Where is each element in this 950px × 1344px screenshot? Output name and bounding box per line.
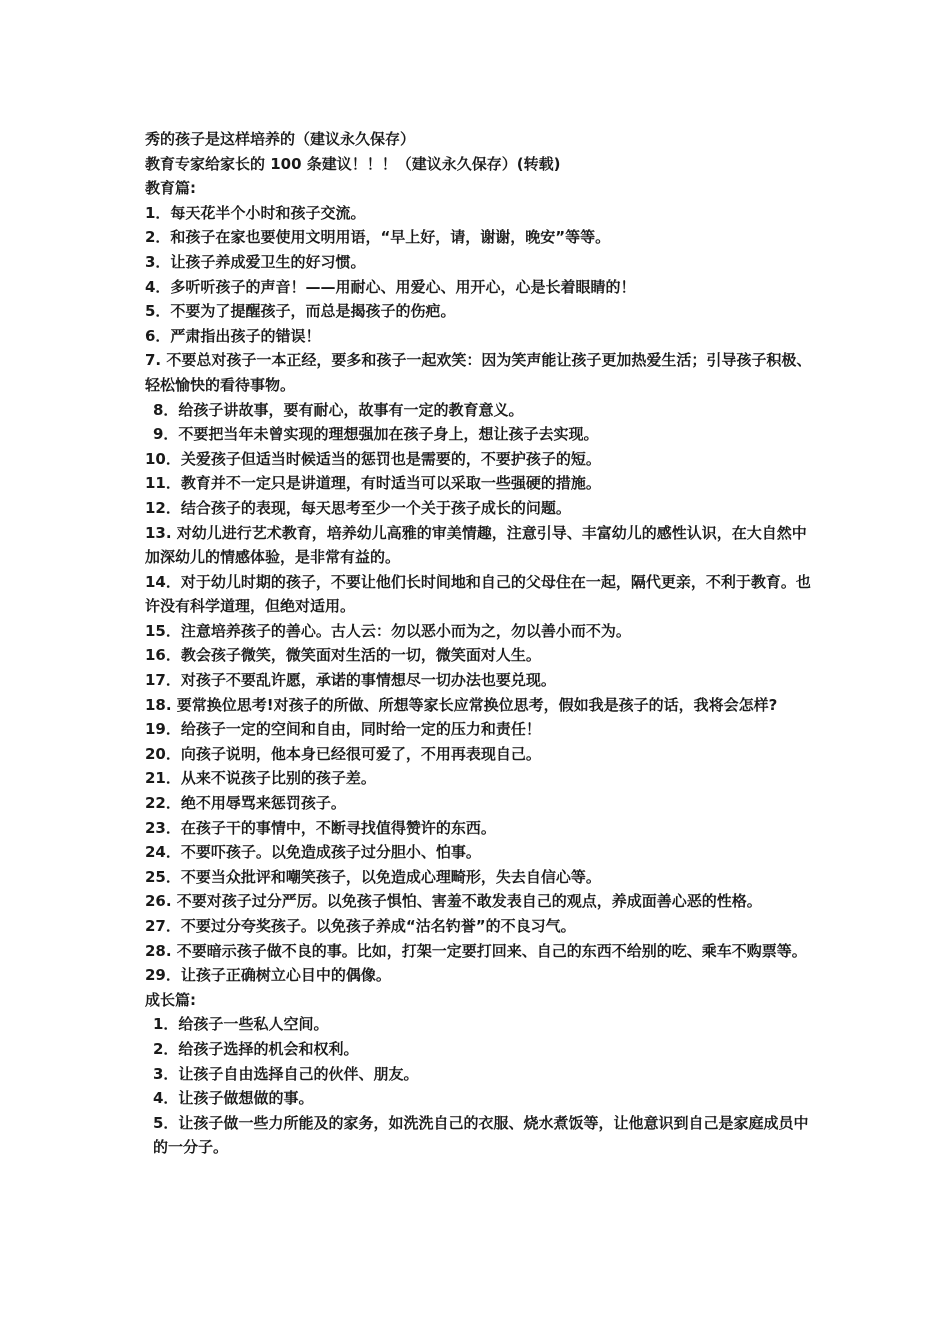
list-item: 15．注意培养孩子的善心。古人云：勿以恶小而为之，勿以善小而不为。 <box>145 621 631 640</box>
list-item: 19．给孩子一定的空间和自由，同时给一定的压力和责任！ <box>145 720 541 739</box>
list-item: 4．让孩子做想做的事。 <box>153 1089 314 1108</box>
list-item: 16．教会孩子微笑，微笑面对生活的一切，微笑面对人生。 <box>145 646 541 665</box>
list-item: 3．让孩子自由选择自己的伙伴、朋友。 <box>153 1064 419 1083</box>
section-heading-growth: 成长篇: <box>145 990 196 1009</box>
list-item: 1．每天花半个小时和孩子交流。 <box>145 203 366 222</box>
list-item: 11．教育并不一定只是讲道理，有时适当可以采取一些强硬的措施。 <box>145 474 601 493</box>
list-item: 14．对于幼儿时期的孩子，不要让他们长时间地和自己的父母住在一起，隔代更亲，不利于教育。也许没有科学道理，但绝对适用。 <box>145 572 811 616</box>
list-item: 21．从来不说孩子比别的孩子差。 <box>145 769 376 788</box>
list-item: 7. 不要总对孩子一本正经，要多和孩子一起欢笑：因为笑声能让孩子更加热爱生活；引导孩子积极、轻松愉快的看待事物。 <box>145 351 812 394</box>
list-item: 8．给孩子讲故事，要有耐心，故事有一定的教育意义。 <box>153 400 524 419</box>
list-item: 23．在孩子干的事情中，不断寻找值得赞许的东西。 <box>145 818 496 837</box>
list-item: 27．不要过分夸奖孩子。以免孩子养成“沽名钓誉”的不良习气。 <box>145 917 576 935</box>
list-item: 18. 要常换位思考!对孩子的所做、所想等家长应常换位思考，假如我是孩子的话，我将会怎样? <box>145 695 778 714</box>
list-item: 20．向孩子说明，他本身已经很可爱了，不用再表现自己。 <box>145 744 541 763</box>
document-title: 秀的孩子是这样培养的（建议永久保存） <box>145 130 416 148</box>
list-item: 22．绝不用辱骂来惩罚孩子。 <box>145 794 346 813</box>
list-item: 24．不要吓孩子。以免造成孩子过分胆小、怕事。 <box>145 843 481 862</box>
document-subtitle: 教育专家给家长的 100 条建议！！！（建议永久保存）(转载) <box>145 154 561 173</box>
document-body <box>145 127 813 1160</box>
list-item: 5．不要为了提醒孩子，而总是揭孩子的伤疤。 <box>145 302 456 321</box>
list-item: 3．让孩子养成爱卫生的好习惯。 <box>145 252 366 271</box>
list-item: 25．不要当众批评和嘲笑孩子，以免造成心理畸形，失去自信心等。 <box>145 867 601 886</box>
list-item: 4．多听听孩子的声音！——用耐心、用爱心、用开心，心是长着眼睛的！ <box>145 277 636 296</box>
list-item: 1．给孩子一些私人空间。 <box>153 1015 329 1034</box>
section-heading-education: 教育篇: <box>145 179 196 198</box>
list-item: 13. 对幼儿进行艺术教育，培养幼儿高雅的审美情趣，注意引导、丰富幼儿的感性认识，在大自然中加深幼儿的情感体验，是非常有益的。 <box>145 523 807 567</box>
list-item: 5．让孩子做一些力所能及的家务，如洗洗自己的衣服、烧水煮饭等，让他意识到自己是家庭成员中的一分子。 <box>153 1113 809 1157</box>
list-item: 12．结合孩子的表现，每天思考至少一个关于孩子成长的问题。 <box>145 498 571 517</box>
list-item: 28. 不要暗示孩子做不良的事。比如，打架一定要打回来、自己的东西不给别的吃、乘车不购票等。 <box>145 941 807 960</box>
list-item: 29．让孩子正确树立心目中的偶像。 <box>145 966 391 985</box>
list-item: 26. 不要对孩子过分严厉。以免孩子惧怕、害羞不敢发表自己的观点，养成面善心恶的性格。 <box>145 892 762 911</box>
list-item: 2．和孩子在家也要使用文明用语，“早上好，请，谢谢，晚安”等等。 <box>145 228 611 247</box>
list-item: 17．对孩子不要乱许愿，承诺的事情想尽一切办法也要兑现。 <box>145 671 556 690</box>
list-item: 10．关爱孩子但适当时候适当的惩罚也是需要的，不要护孩子的短。 <box>145 449 601 468</box>
list-item: 2．给孩子选择的机会和权利。 <box>153 1039 359 1058</box>
list-item: 6．严肃指出孩子的错误！ <box>145 326 321 345</box>
list-item: 9．不要把当年未曾实现的理想强加在孩子身上，想让孩子去实现。 <box>153 425 599 444</box>
